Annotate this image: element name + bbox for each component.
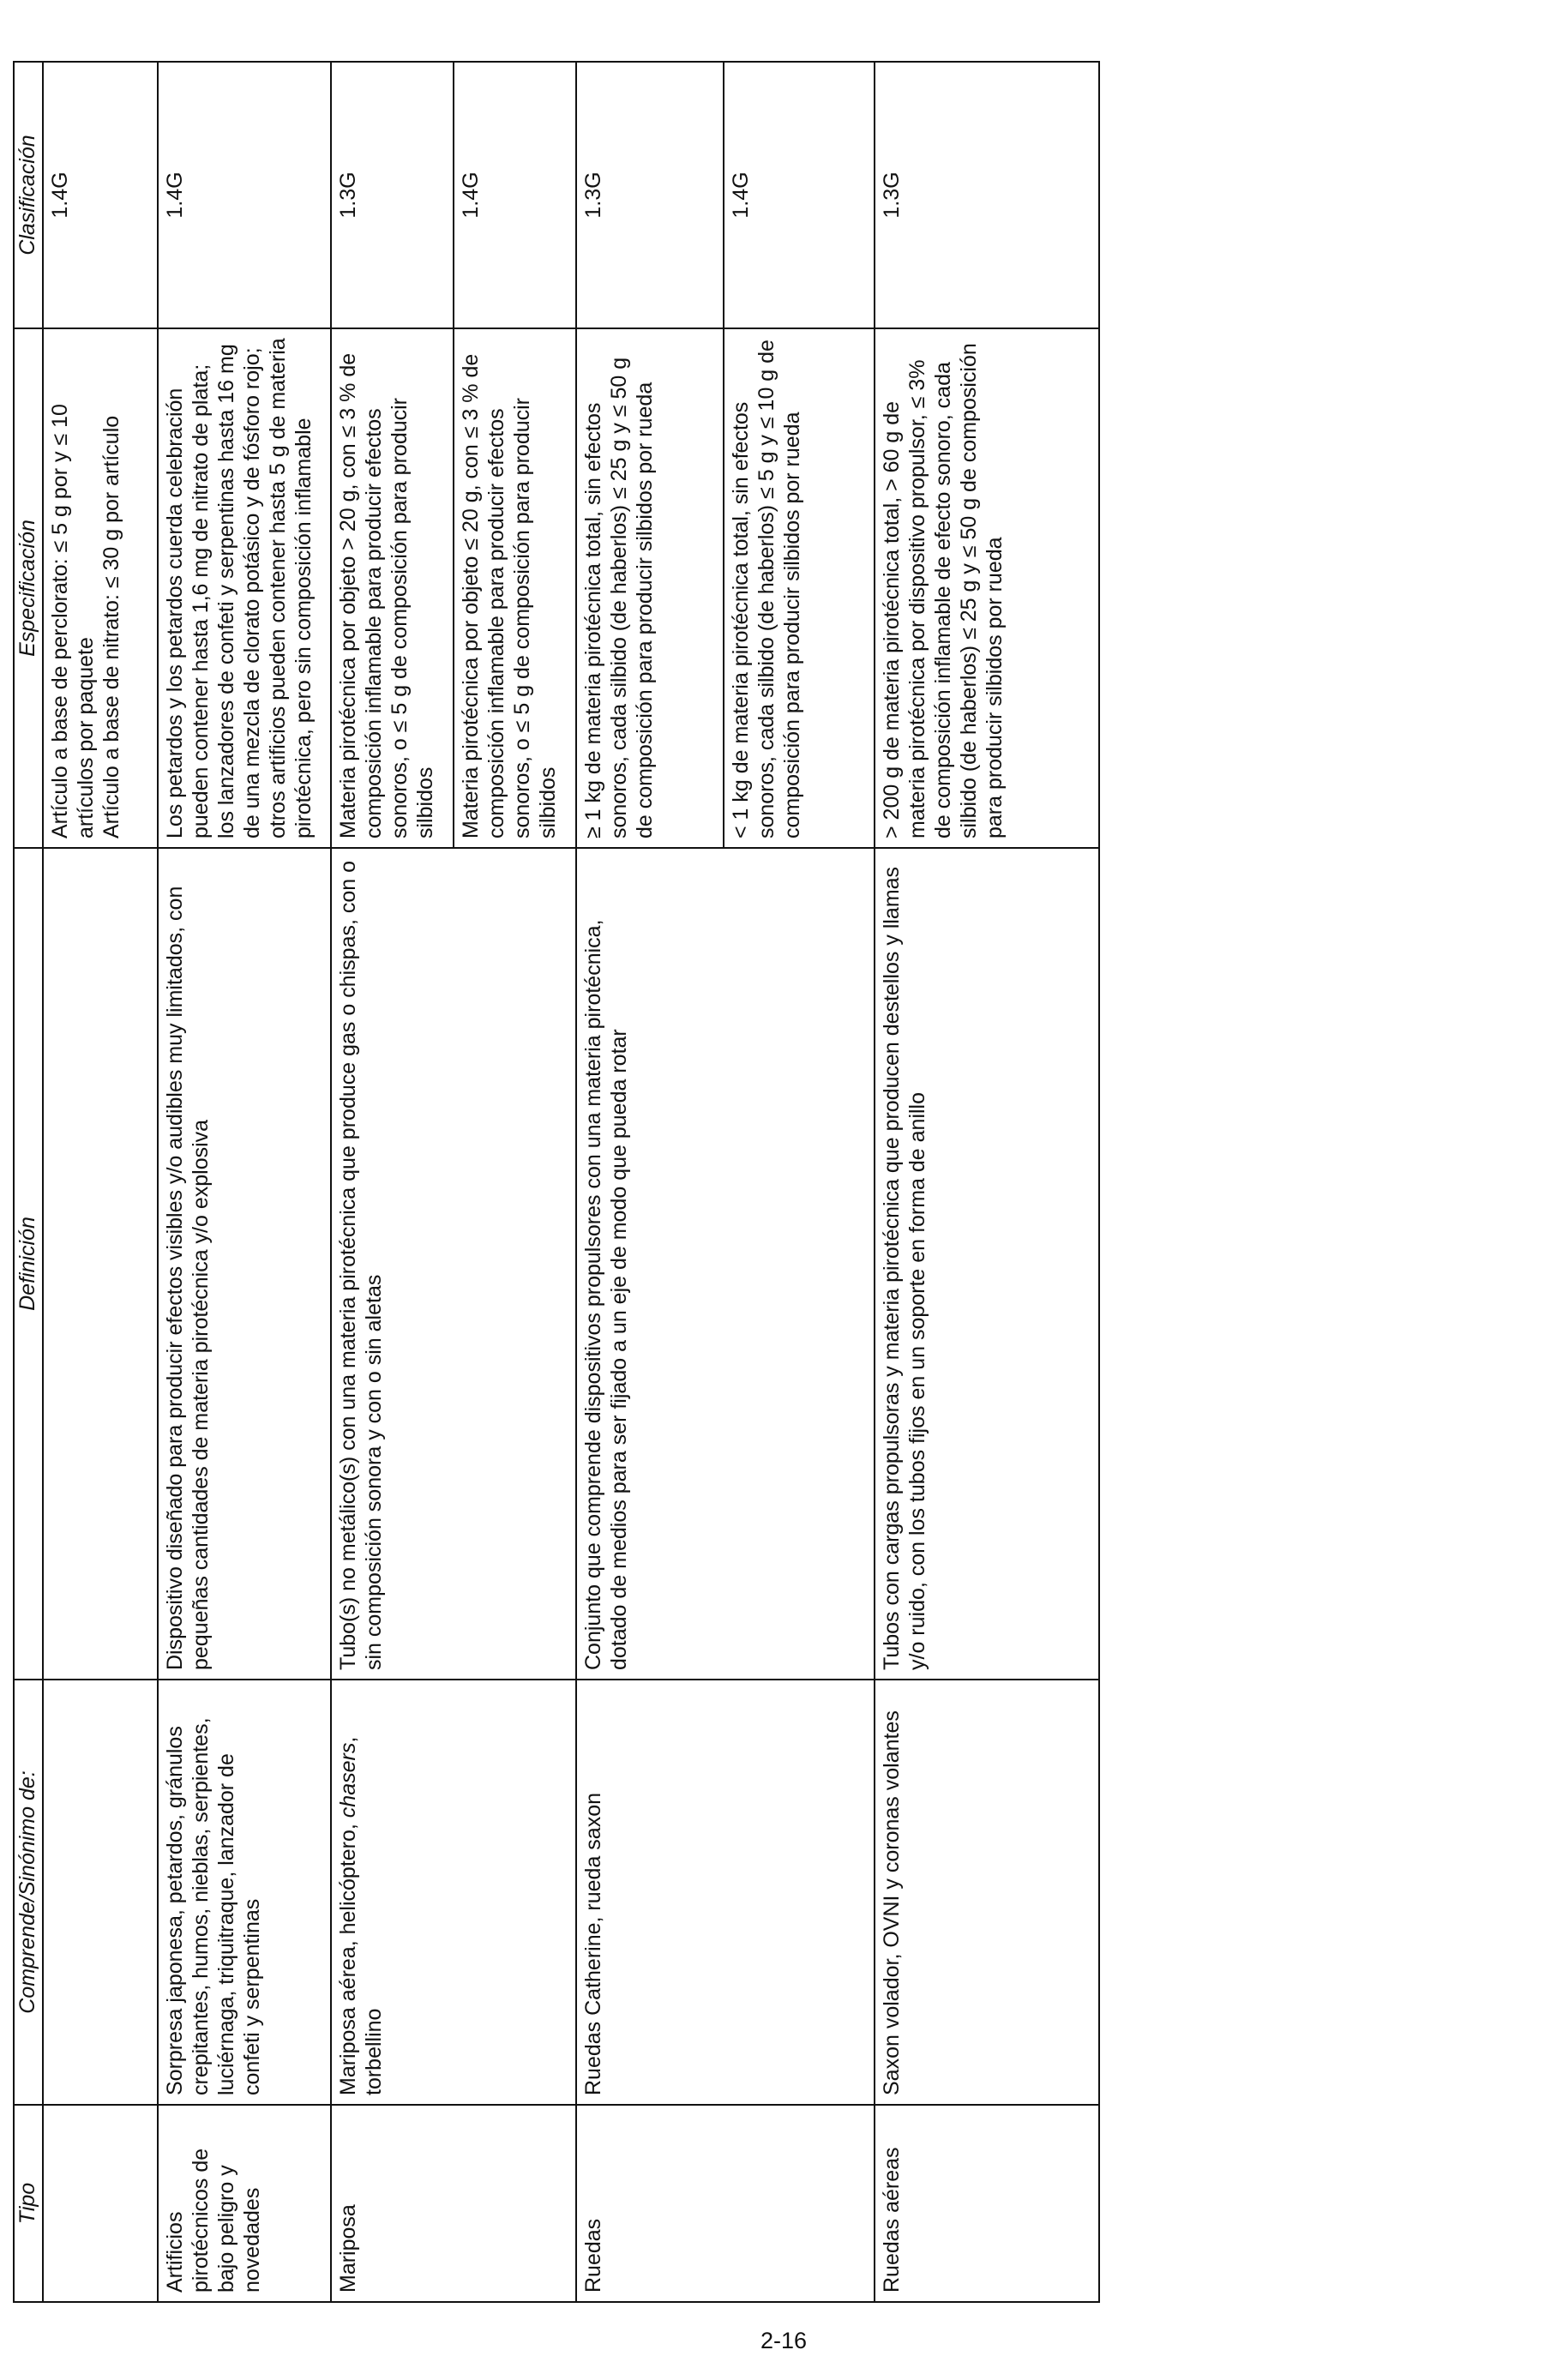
header-tipo: Tipo [14, 2105, 43, 2302]
header-comprende: Comprende/Sinónimo de: [14, 1680, 43, 2105]
comprende-text-end: , torbellino [335, 1736, 386, 2095]
header-especificacion: Especificación [14, 328, 43, 848]
comprende-cell: Ruedas Catherine, rueda saxon [576, 1680, 875, 2105]
clasificacion-cell: 1.3G [331, 62, 454, 328]
comprende-cell [331, 1680, 576, 2105]
especificacion-cell: > 200 g de materia pirotécnica total, > 60 g de materia pirotécnica por dispositivo propulsor, ≤ 3% de composición inflamable de efecto sonoro, cada silbido (de haberlos) ≤ 25 g y ≤ 50 g de composición para producir silbidos por rueda [875, 328, 1099, 848]
clasificacion-cell: 1.4G [724, 62, 875, 328]
table-header-row [14, 62, 43, 2302]
tipo-cell: Mariposa [331, 2105, 576, 2302]
rotated-table-frame [13, 63, 1007, 2303]
fireworks-classification-table [13, 61, 1100, 2303]
table-row [158, 62, 331, 2302]
especificacion-cell: Artículo a base de perclorato: ≤ 5 g por y ≤ 10 artículos por paquete Artículo a base de nitrato: ≤ 30 g por artículo [43, 328, 158, 848]
definicion-cell: Dispositivo diseñado para producir efectos visibles y/o audibles muy limitados, con pequeñas cantidades de materia pirotécnica y/o explosiva [158, 848, 331, 1680]
definicion-cell: Tubo(s) no metálico(s) con una materia pirotécnica que produce gas o chispas, con o sin composición sonora y con o sin aletas [331, 848, 576, 1680]
definicion-cell: Tubos con cargas propulsoras y materia pirotécnica que producen destellos y llamas y/o ruido, con los tubos fijos en un soporte en forma de anillo [875, 848, 1099, 1680]
tipo-cell: Ruedas [576, 2105, 875, 2302]
clasificacion-cell: 1.4G [43, 62, 158, 328]
especificacion-cell: Los petardos y los petardos cuerda celebración pueden contener hasta 1,6 mg de nitrato de plata; los lanzadores de confeti y serpentinas hasta 16 mg de una mezcla de clorato potásico y de fósforo rojo; otros artificios pueden contener hasta 5 g de materia pirotécnica, pero sin composición inflamable [158, 328, 331, 848]
table-row [576, 62, 724, 2302]
comprende-cell: Saxon volador, OVNI y coronas volantes [875, 1680, 1099, 2105]
clasificacion-cell: 1.3G [875, 62, 1099, 328]
comprende-text: Mariposa aérea, helicóptero, [335, 1817, 360, 2095]
clasificacion-cell: 1.3G [576, 62, 724, 328]
tipo-cell: Ruedas aéreas [875, 2105, 1099, 2302]
clasificacion-cell: 1.4G [158, 62, 331, 328]
comprende-italic-term: chasers [335, 1742, 360, 1818]
especificacion-cell: Materia pirotécnica por objeto ≤ 20 g, con ≤ 3 % de composición inflamable para producir efectos sonoros, o ≤ 5 g de composición para producir silbidos [454, 328, 576, 848]
comprende-cell [43, 1680, 158, 2105]
tipo-cell: Artificios pirotécnicos de bajo peligro y novedades [158, 2105, 331, 2302]
especificacion-cell: Materia pirotécnica por objeto > 20 g, con ≤ 3 % de composición inflamable para producir efectos sonoros, o ≤ 5 g de composición para producir silbidos [331, 328, 454, 848]
table-row [43, 62, 158, 2302]
tipo-cell [43, 2105, 158, 2302]
comprende-cell: Sorpresa japonesa, petardos, gránulos crepitantes, humos, nieblas, serpientes, luciérnaga, triquitraque, lanzador de confeti y serpentinas [158, 1680, 331, 2105]
definicion-cell: Conjunto que comprende dispositivos propulsores con una materia pirotécnica, dotado de medios para ser fijado a un eje de modo que pueda rotar [576, 848, 875, 1680]
especificacion-cell: < 1 kg de materia pirotécnica total, sin efectos sonoros, cada silbido (de haberlos) ≤ 5 g y ≤ 10 g de composición para producir silbidos por rueda [724, 328, 875, 848]
header-definicion: Definición [14, 848, 43, 1680]
page-number: 2-16 [760, 2328, 808, 2353]
definicion-cell [43, 848, 158, 1680]
table-row [875, 62, 1099, 2302]
clasificacion-cell: 1.4G [454, 62, 576, 328]
especificacion-cell: ≥ 1 kg de materia pirotécnica total, sin efectos sonoros, cada silbido (de haberlos) ≤ 25 g y ≤ 50 g de composición para producir silbidos por rueda [576, 328, 724, 848]
table-row [331, 62, 454, 2302]
header-clasificacion: Clasificación [14, 62, 43, 328]
